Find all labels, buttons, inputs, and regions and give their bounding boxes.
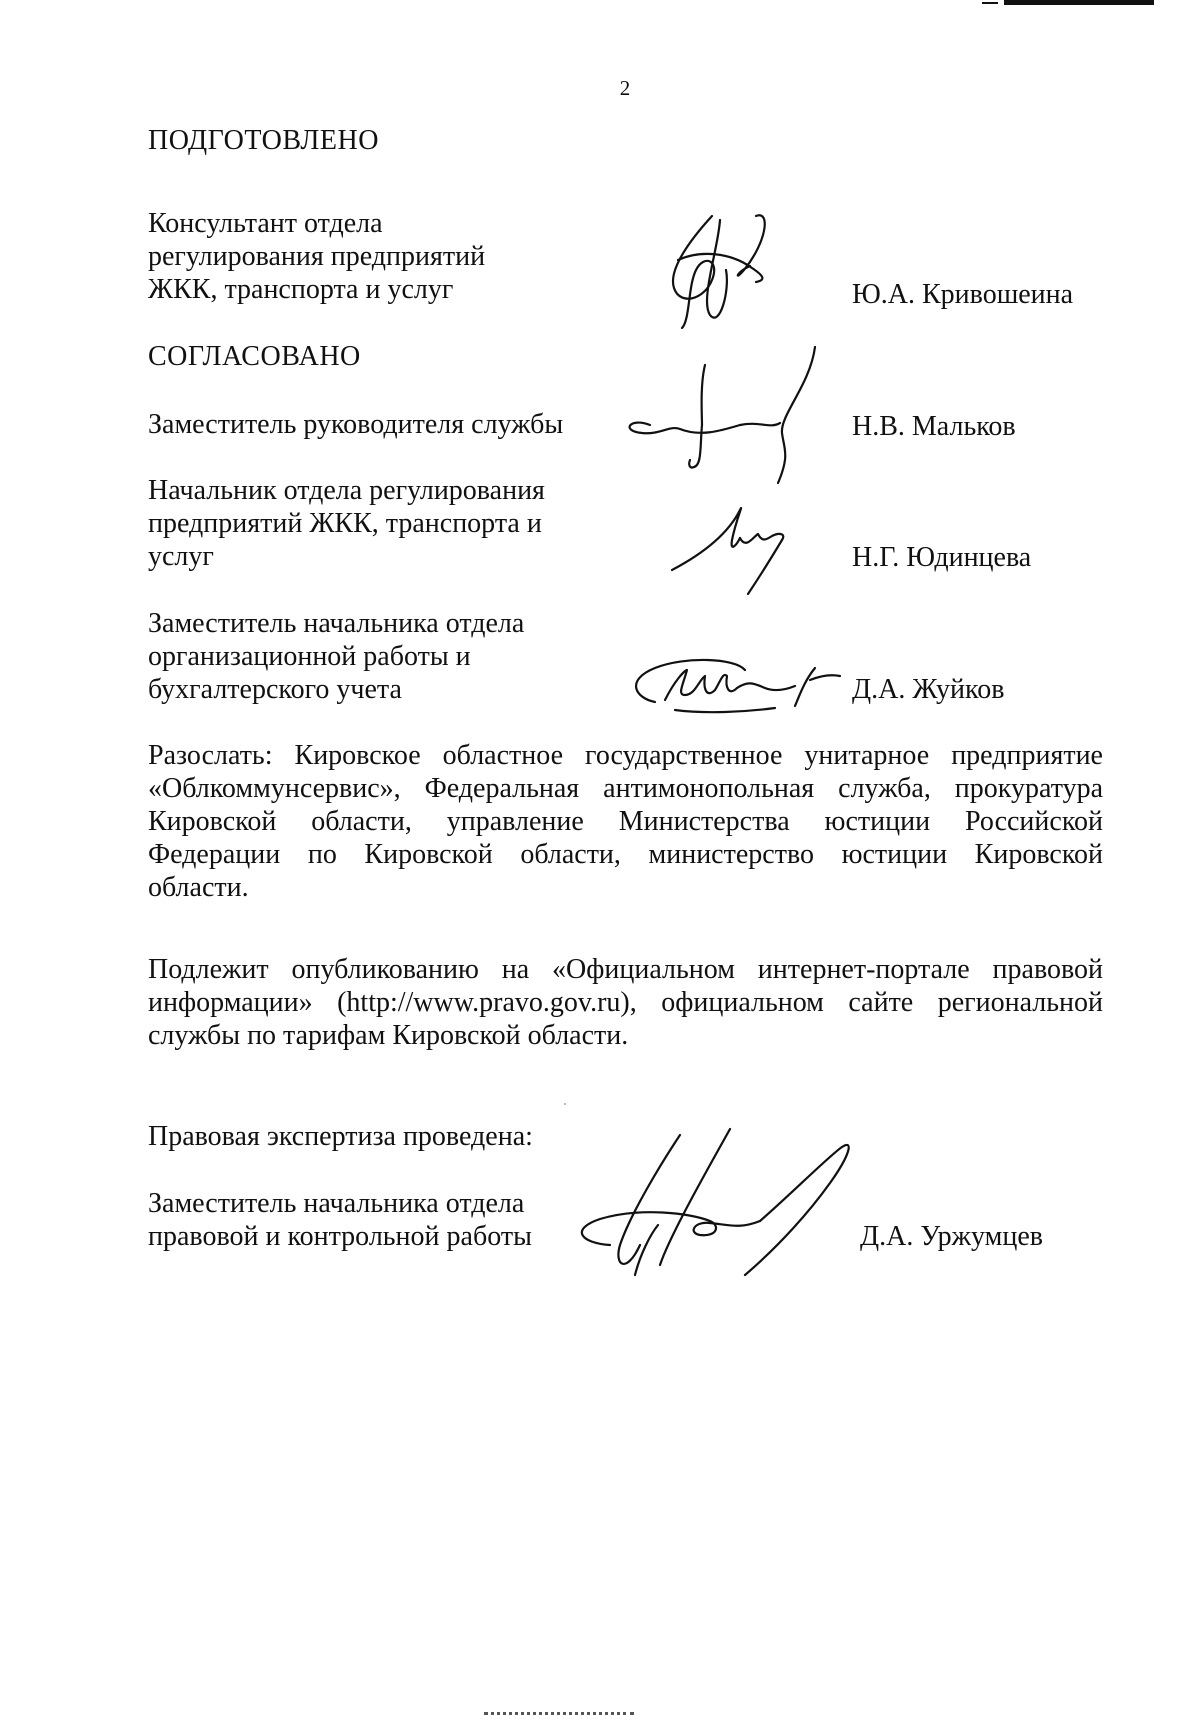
agreed-name-2: Н.Г. Юдинцева: [852, 542, 1032, 573]
prepared-name: Ю.А. Кривошеина: [852, 279, 1074, 310]
prepared-heading: ПОДГОТОВЛЕНО: [148, 125, 379, 156]
publication-line: службы по тарифам Кировской области.: [148, 1020, 629, 1051]
scan-edge-mark: [1004, 0, 1154, 5]
agreed-position-1: Заместитель руководителя службы: [148, 409, 564, 440]
publication-paragraph: [148, 953, 1103, 1052]
legal-review-heading: Правовая экспертиза проведена:: [148, 1121, 533, 1152]
prepared-position: Консультант отдела регулирования предприятий ЖКК, транспорта и услуг: [148, 208, 486, 305]
agreed-position-2: Начальник отдела регулирования предприятий ЖКК, транспорта и услуг: [148, 475, 545, 572]
signature-urzhumtsev: [570, 1125, 890, 1285]
distribution-line: Разослать: Кировское областное государственное унитарное предприятие: [148, 740, 1103, 771]
page-number: 2: [619, 76, 631, 100]
distribution-line: области.: [148, 872, 249, 903]
publication-line: информации» (http://www.pravo.gov.ru), официальном сайте региональной: [148, 987, 1103, 1018]
distribution-line: Федерации по Кировской области, министерство юстиции Кировской: [148, 839, 1103, 870]
legal-review-name: Д.А. Уржумцев: [860, 1221, 1044, 1252]
agreed-name-1: Н.В. Мальков: [852, 411, 1016, 442]
distribution-line: Кировской области, управление Министерства юстиции Российской: [148, 806, 1103, 837]
signature-zhuikov: [625, 640, 850, 720]
signature-krivosheina: [660, 210, 790, 335]
agreed-heading: СОГЛАСОВАНО: [148, 341, 361, 372]
scan-speck: [564, 1103, 566, 1105]
agreed-position-3: Заместитель начальника отдела организационной работы и бухгалтерского учета: [148, 608, 525, 705]
signature-malkov: [620, 345, 830, 485]
agreed-name-3: Д.А. Жуйков: [852, 674, 1005, 705]
bottom-scan-mark: [484, 1712, 634, 1718]
legal-review-position: Заместитель начальника отдела правовой и контрольной работы: [148, 1188, 532, 1252]
distribution-paragraph: [148, 739, 1103, 904]
signature-yudintseva: [670, 490, 800, 600]
distribution-line: «Облкоммунсервис», Федеральная антимонопольная служба, прокуратура: [148, 773, 1103, 804]
publication-line: Подлежит опубликованию на «Официальном интернет-портале правовой: [148, 954, 1103, 985]
